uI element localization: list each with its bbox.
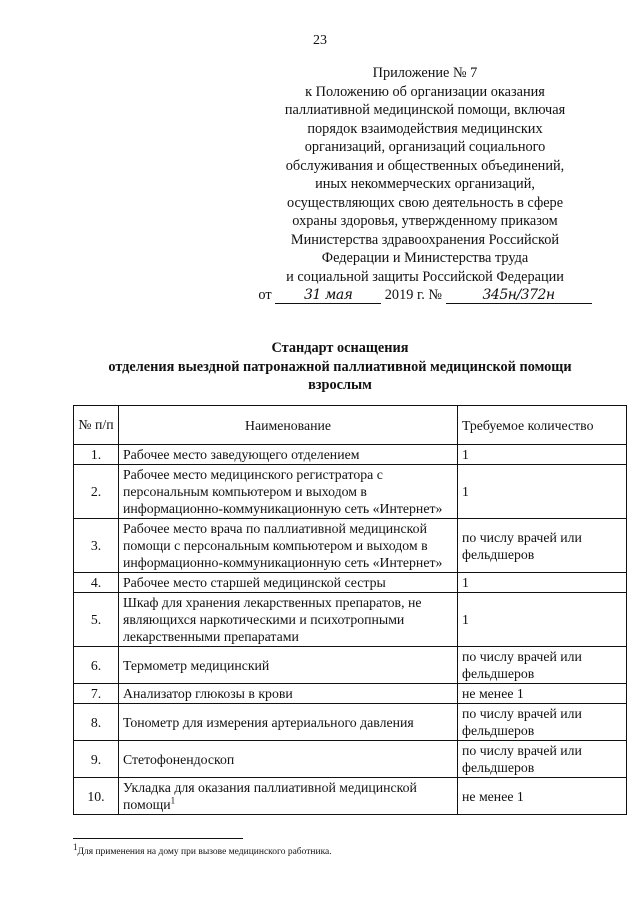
footnote-text: Для применения на дому при вызове медицинского работника. (77, 847, 332, 858)
table-row (74, 573, 627, 593)
table-row (74, 593, 627, 647)
row-qty: 1 (458, 573, 627, 593)
footnote-divider (73, 838, 243, 839)
row-name: Анализатор глюкозы в крови (119, 684, 458, 704)
row-num: 4. (74, 573, 119, 593)
row-num: 9. (74, 741, 119, 778)
row-name-text: Укладка для оказания паллиативной медицинской помощи (123, 780, 417, 812)
appendix-line: и социальной защиты Российской Федерации (286, 268, 564, 285)
order-date-line (250, 286, 600, 305)
header-name: Наименование (119, 406, 458, 445)
appendix-line: Министерства здравоохранения Российской (290, 231, 560, 248)
appendix-line: паллиативной медицинской помощи, включая (284, 102, 566, 118)
row-qty: по числу врачей или фельдшеров (458, 741, 627, 778)
row-qty: по числу врачей или фельдшеров (458, 704, 627, 741)
row-num: 7. (74, 684, 119, 704)
footnote-reference: 1 (170, 795, 176, 806)
table-row (74, 647, 627, 684)
row-qty: 1 (458, 465, 627, 519)
appendix-line: к Положению об организации оказания (305, 83, 545, 100)
page-number: 23 (313, 33, 327, 48)
row-qty: 1 (458, 593, 627, 647)
row-name: Шкаф для хранения лекарственных препаратов, не являющихся наркотическими и психотропными лекарственными препаратами (119, 593, 458, 647)
row-name (119, 778, 458, 815)
appendix-line: Федерации и Министерства труда (321, 250, 529, 266)
row-name: Рабочее место врача по паллиативной медицинской помощи с персональным компьютером и выходом в информационно-коммуникационную сеть «Интернет» (119, 519, 458, 573)
appendix-line: порядок взаимодействия медицинских (307, 120, 543, 137)
row-name: Стетофонендоскоп (119, 741, 458, 778)
header-qty: Требуемое количество (458, 406, 627, 445)
row-num: 6. (74, 647, 119, 684)
row-name: Рабочее место медицинского регистратора с персональным компьютером и выходом в информационно-коммуникационную сеть «Интернет» (119, 465, 458, 519)
table-row (74, 778, 627, 815)
equipment-table (73, 405, 627, 815)
table-row (74, 741, 627, 778)
row-qty: по числу врачей или фельдшеров (458, 519, 627, 573)
row-name: Рабочее место старшей медицинской сестры (119, 573, 458, 593)
row-qty: не менее 1 (458, 684, 627, 704)
row-qty: 1 (458, 445, 627, 465)
header-num: № п/п (74, 406, 119, 445)
row-name: Термометр медицинский (119, 647, 458, 684)
row-qty: не менее 1 (458, 778, 627, 815)
appendix-line: иных некоммерческих организаций, (315, 176, 535, 192)
table-row (74, 465, 627, 519)
row-num: 2. (74, 465, 119, 519)
row-qty: по числу врачей или фельдшеров (458, 647, 627, 684)
row-num: 10. (74, 778, 119, 815)
handwritten-order-number: 345н/372н (446, 287, 592, 304)
handwritten-date: 31 мая (275, 287, 381, 304)
row-name: Тонометр для измерения артериального давления (119, 704, 458, 741)
table-row (74, 704, 627, 741)
footnote-mark: 1 (73, 842, 78, 852)
title-line-1: Стандарт оснащения (271, 340, 409, 356)
year-text: 2019 г. № (384, 287, 442, 303)
row-num: 3. (74, 519, 119, 573)
appendix-line: осуществляющих свою деятельность в сфере (286, 194, 564, 211)
row-num: 1. (74, 445, 119, 465)
from-label: от (258, 287, 272, 303)
table-row (74, 445, 627, 465)
row-num: 5. (74, 593, 119, 647)
row-name: Рабочее место заведующего отделением (119, 445, 458, 465)
title-line-2: отделения выездной патронажной паллиативной медицинской помощи (108, 358, 572, 375)
table-row (74, 519, 627, 573)
footnote (73, 842, 332, 858)
row-num: 8. (74, 704, 119, 741)
title-line-3: взрослым (308, 377, 372, 393)
document-title (60, 339, 620, 395)
appendix-line: Приложение № 7 (372, 65, 478, 81)
table-header-row (74, 406, 627, 445)
table-row (74, 684, 627, 704)
appendix-line: обслуживания и общественных объединений, (285, 157, 565, 174)
appendix-line: охраны здоровья, утвержденному приказом (292, 213, 558, 229)
appendix-line: организаций, организаций социального (304, 139, 546, 155)
appendix-header (250, 64, 600, 305)
